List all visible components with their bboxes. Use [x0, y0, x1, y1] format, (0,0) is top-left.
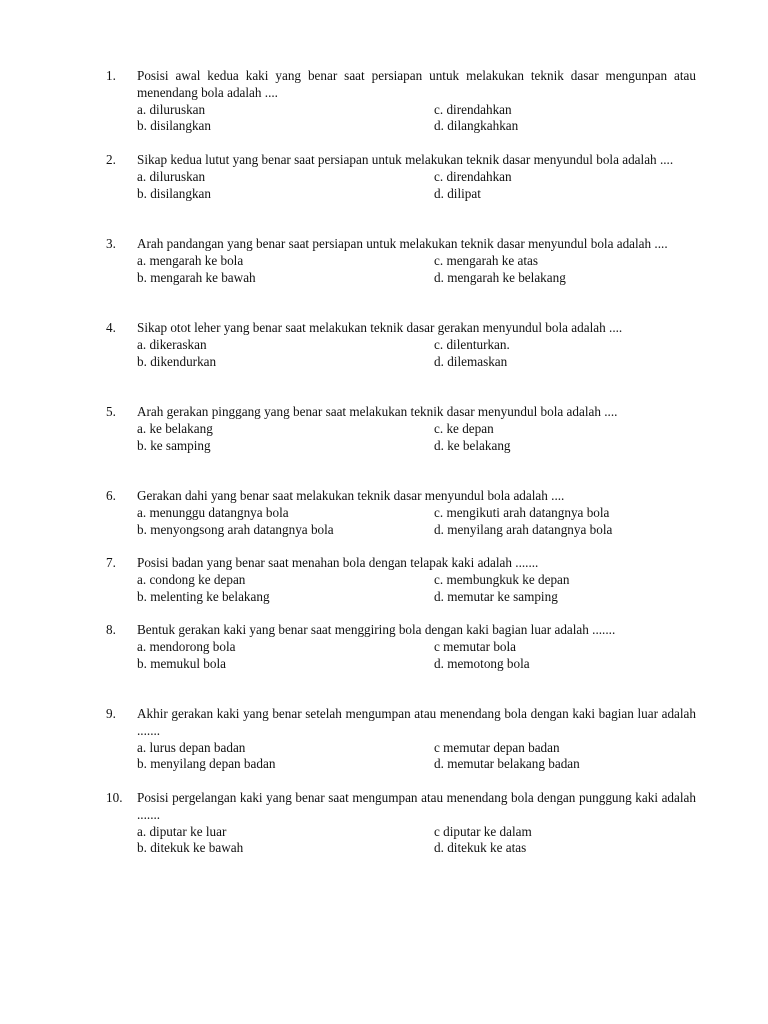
- option-c: c. membungkuk ke depan: [434, 571, 570, 587]
- answer-options: [137, 253, 696, 287]
- question-number: 2.: [106, 152, 116, 167]
- option-d: d. memotong bola: [434, 655, 530, 671]
- answer-options: [137, 572, 696, 606]
- answer-options: [137, 169, 696, 203]
- option-b: b. menyongsong arah datangnya bola: [137, 521, 334, 537]
- option-b: b. mengarah ke bawah: [137, 269, 256, 285]
- question-2: [106, 152, 696, 202]
- question-text: Sikap otot leher yang benar saat melakukan teknik dasar gerakan menyundul bola adalah ....: [137, 320, 623, 335]
- option-b: b. ditekuk ke bawah: [137, 840, 244, 856]
- option-a: a. diluruskan: [137, 168, 206, 184]
- option-c: c. ke depan: [434, 420, 494, 436]
- answer-options: [137, 824, 696, 858]
- option-b: b. disilangkan: [137, 118, 211, 134]
- question-9: [106, 706, 696, 773]
- option-b: b. dikendurkan: [137, 353, 217, 369]
- answer-options: [137, 505, 696, 539]
- option-c: c diputar ke dalam: [434, 823, 532, 839]
- question-text: Akhir gerakan kaki yang benar setelah mengumpan atau menendang bola dengan kaki bagian luar adalah .......: [137, 706, 696, 738]
- option-b: b. disilangkan: [137, 185, 211, 201]
- option-d: d. ditekuk ke atas: [434, 840, 527, 856]
- question-4: [106, 320, 696, 370]
- option-d: d. dilemaskan: [434, 353, 508, 369]
- question-6: [106, 488, 696, 538]
- question-number: 9.: [106, 706, 116, 721]
- question-5: [106, 404, 696, 454]
- option-b: b. memukul bola: [137, 655, 227, 671]
- option-c: c. mengarah ke atas: [434, 252, 538, 268]
- option-d: d. dilangkahkan: [434, 118, 519, 134]
- option-c: c memutar depan badan: [434, 739, 560, 755]
- option-a: a. diluruskan: [137, 101, 206, 117]
- question-text: Posisi pergelangan kaki yang benar saat mengumpan atau menendang bola dengan punggung kaki adalah .......: [137, 790, 696, 822]
- question-text: Arah gerakan pinggang yang benar saat melakukan teknik dasar menyundul bola adalah ....: [137, 404, 618, 419]
- question-3: [106, 236, 696, 286]
- question-text: Posisi awal kedua kaki yang benar saat persiapan untuk melakukan teknik dasar mengunpan atau menendang bola adalah ....: [137, 68, 696, 100]
- option-c: c. direndahkan: [434, 101, 512, 117]
- option-d: d. menyilang arah datangnya bola: [434, 521, 613, 537]
- option-c: c. direndahkan: [434, 168, 512, 184]
- answer-options: [137, 740, 696, 774]
- answer-options: [137, 337, 696, 371]
- question-text: Posisi badan yang benar saat menahan bola dengan telapak kaki adalah .......: [137, 555, 539, 570]
- option-a: a. mengarah ke bola: [137, 252, 244, 268]
- option-d: d. dilipat: [434, 185, 481, 201]
- question-number: 8.: [106, 622, 116, 637]
- option-c: c memutar bola: [434, 638, 517, 654]
- question-number: 3.: [106, 236, 116, 251]
- question-7: [106, 555, 696, 605]
- question-number: 10.: [106, 790, 123, 805]
- option-a: a. diputar ke luar: [137, 823, 227, 839]
- option-d: d. memutar ke samping: [434, 588, 558, 604]
- question-number: 6.: [106, 488, 116, 503]
- option-a: a. ke belakang: [137, 420, 213, 436]
- question-number: 1.: [106, 68, 116, 83]
- answer-options: [137, 639, 696, 673]
- option-d: d. ke belakang: [434, 437, 511, 453]
- question-1: [106, 68, 696, 135]
- answer-options: [137, 102, 696, 136]
- question-number: 7.: [106, 555, 116, 570]
- question-10: [106, 790, 696, 857]
- option-a: a. mendorong bola: [137, 638, 236, 654]
- option-c: c. dilenturkan.: [434, 336, 510, 352]
- option-c: c. mengikuti arah datangnya bola: [434, 504, 610, 520]
- option-a: a. condong ke depan: [137, 571, 246, 587]
- question-text: Gerakan dahi yang benar saat melakukan teknik dasar menyundul bola adalah ....: [137, 488, 565, 503]
- option-a: a. lurus depan badan: [137, 739, 246, 755]
- option-a: a. menunggu datangnya bola: [137, 504, 289, 520]
- option-d: d. mengarah ke belakang: [434, 269, 566, 285]
- option-b: b. melenting ke belakang: [137, 588, 270, 604]
- option-b: b. ke samping: [137, 437, 211, 453]
- question-text: Arah pandangan yang benar saat persiapan untuk melakukan teknik dasar menyundul bola adalah ....: [137, 236, 668, 251]
- question-number: 5.: [106, 404, 116, 419]
- option-a: a. dikeraskan: [137, 336, 207, 352]
- answer-options: [137, 421, 696, 455]
- question-number: 4.: [106, 320, 116, 335]
- question-text: Bentuk gerakan kaki yang benar saat menggiring bola dengan kaki bagian luar adalah .......: [137, 622, 616, 637]
- option-b: b. menyilang depan badan: [137, 756, 276, 772]
- option-d: d. memutar belakang badan: [434, 756, 580, 772]
- question-text: Sikap kedua lutut yang benar saat persiapan untuk melakukan teknik dasar menyundul bola adalah ....: [137, 152, 674, 167]
- question-8: [106, 622, 696, 672]
